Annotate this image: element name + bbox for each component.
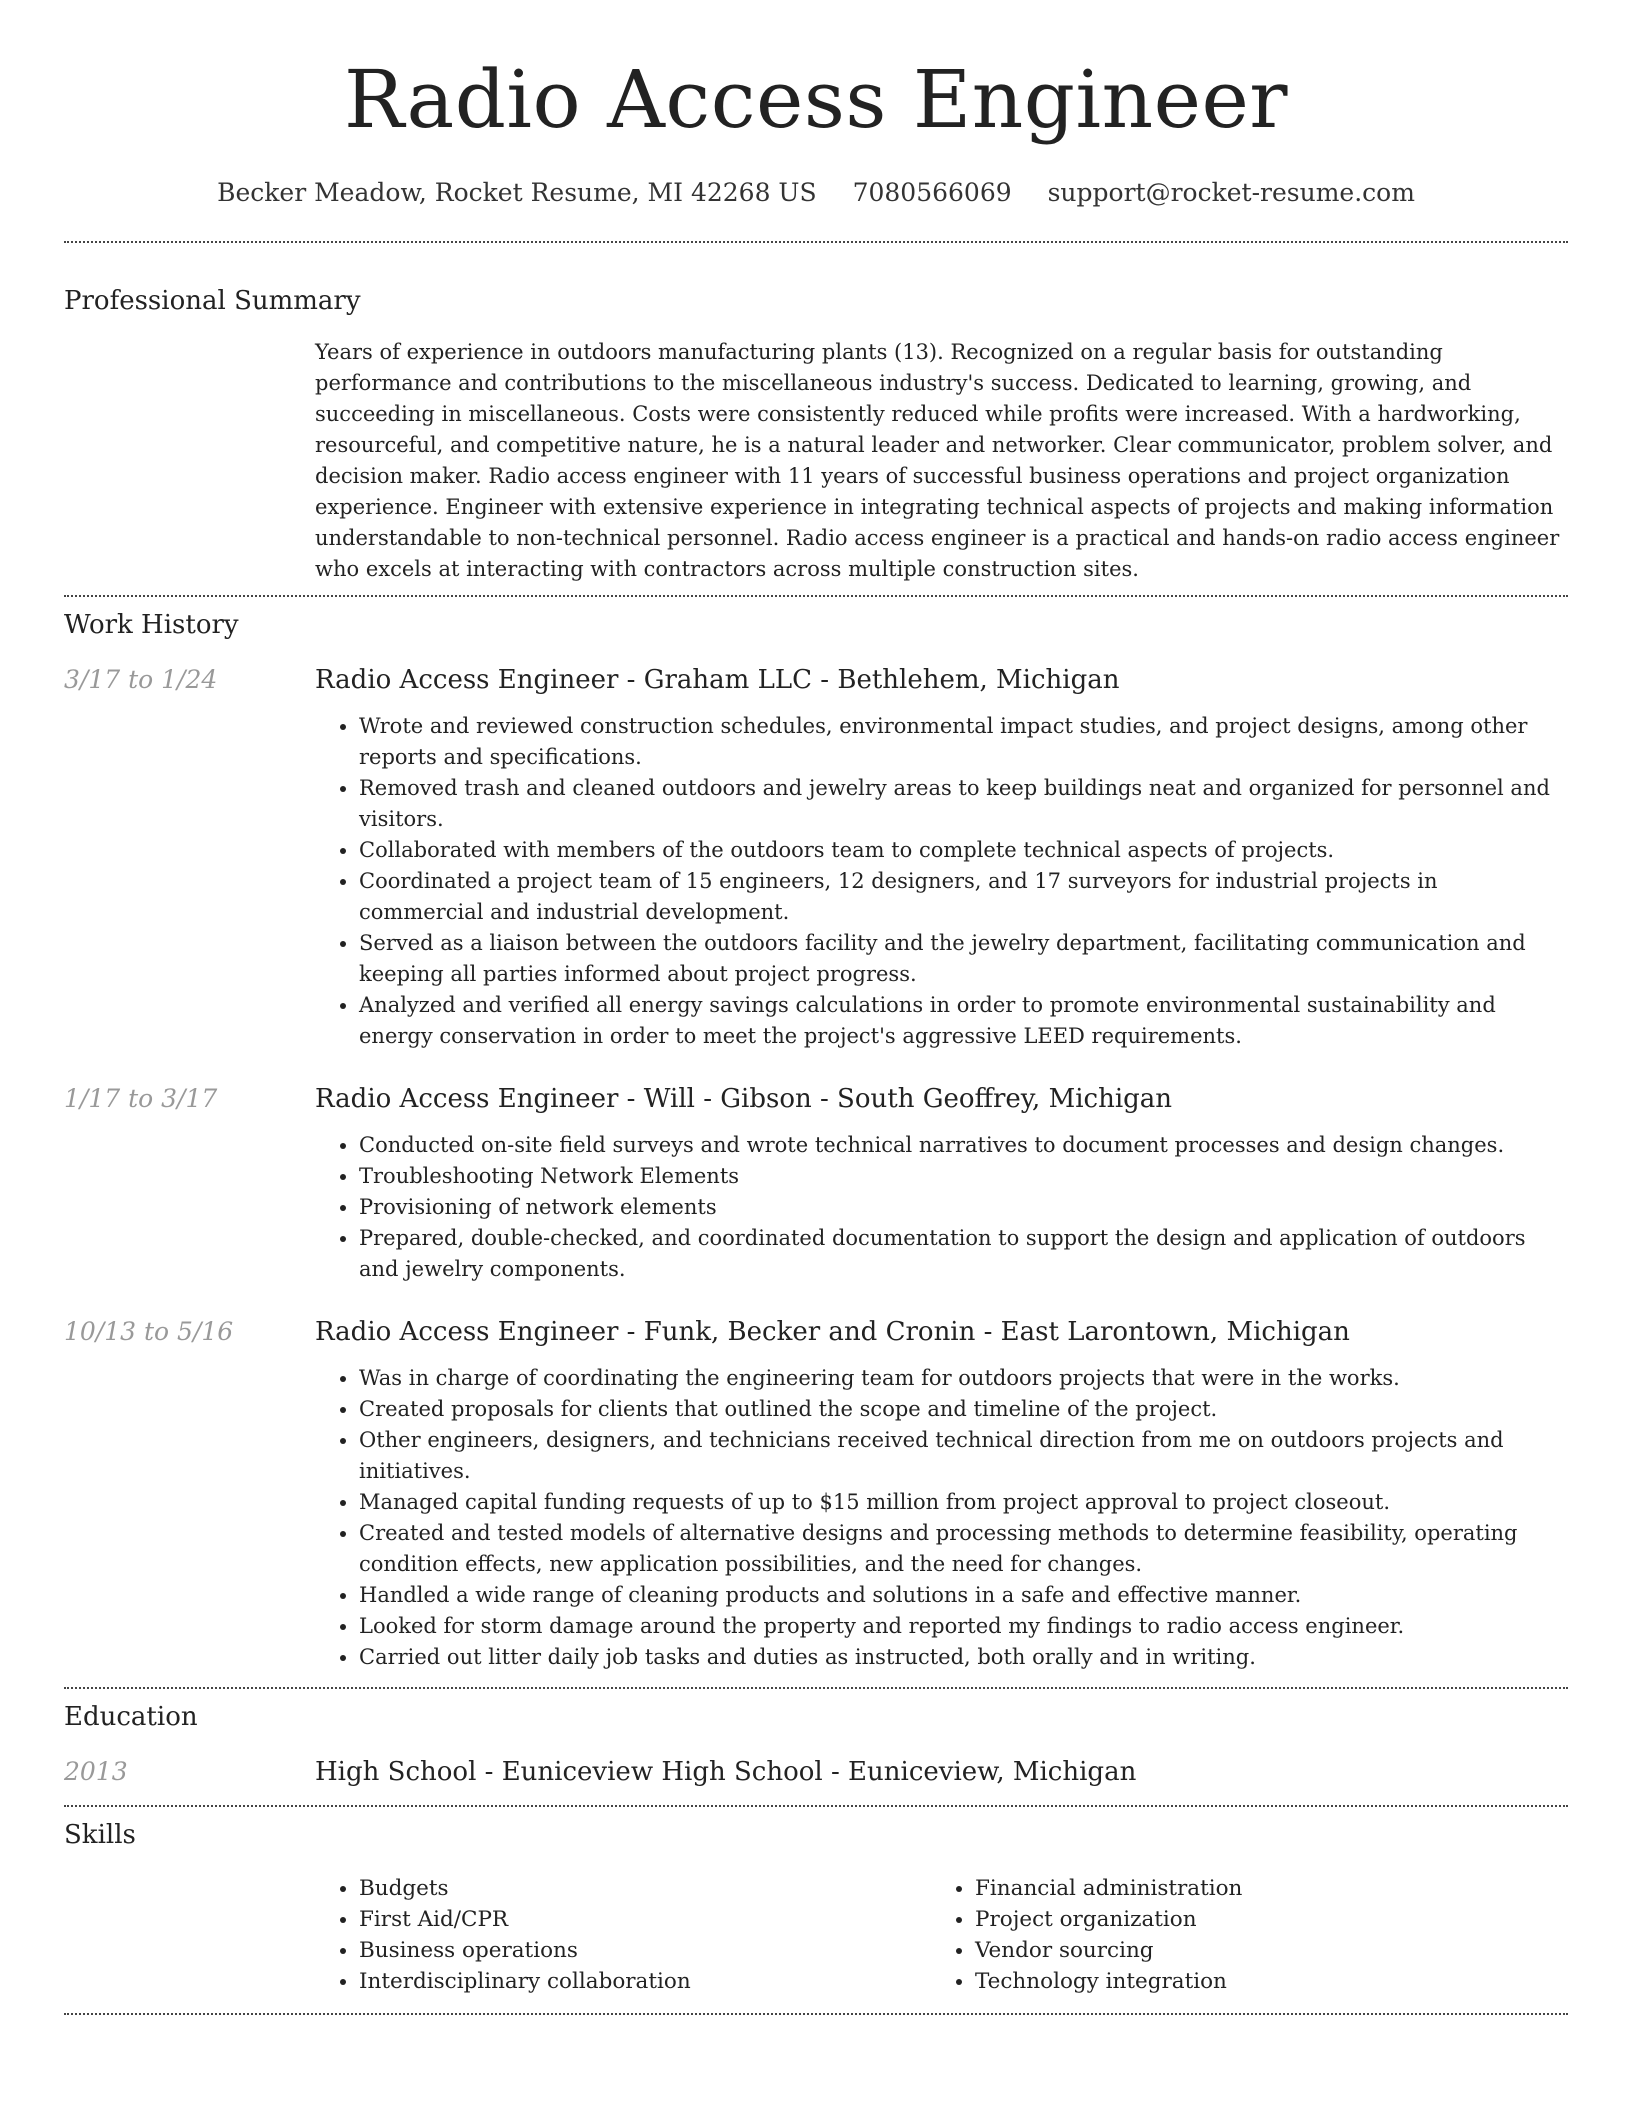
skill-item: • Interdisciplinary collaboration	[359, 1966, 931, 1997]
job-dates: 1/17 to 3/17	[64, 1084, 218, 1113]
education-section	[64, 1701, 1568, 1789]
job-bullets	[315, 1363, 1568, 1673]
work-history-heading: Work History	[64, 610, 239, 640]
education-entry: High School - Euniceview High School - Euniceview, Michigan	[315, 1757, 1137, 1787]
list-item: • Was in charge of coordinating the engineering team for outdoors projects that were in the works.	[359, 1363, 1568, 1394]
job-title: Radio Access Engineer - Funk, Becker and Cronin - East Larontown, Michigan	[315, 1317, 1350, 1347]
email-text: support@rocket-resume.com	[1047, 178, 1415, 207]
list-item: • Carried out litter daily job tasks and duties as instructed, both orally and in writing.	[359, 1642, 1568, 1673]
skill-item: • Budgets	[359, 1873, 931, 1904]
skill-item: • Business operations	[359, 1935, 931, 1966]
resume-header	[64, 0, 1568, 207]
skill-item: • Vendor sourcing	[975, 1935, 1547, 1966]
list-item: • Served as a liaison between the outdoors facility and the jewelry department, facilitating communication and keeping all parties informed about project progress.	[359, 928, 1568, 990]
skill-item: • Technology integration	[975, 1966, 1547, 1997]
list-item: • Managed capital funding requests of up to $15 million from project approval to project closeout.	[359, 1487, 1568, 1518]
list-item: • Collaborated with members of the outdoors team to complete technical aspects of projects.	[359, 835, 1568, 866]
skills-heading: Skills	[64, 1820, 136, 1850]
divider	[64, 595, 1568, 597]
list-item: • Troubleshooting Network Elements	[359, 1161, 1568, 1192]
list-item: • Created and tested models of alternative designs and processing methods to determine feasibility, operating condition effects, new application possibilities, and the need for changes.	[359, 1518, 1568, 1580]
job-bullets	[315, 711, 1568, 1052]
job-title: Radio Access Engineer - Graham LLC - Bethlehem, Michigan	[315, 665, 1120, 695]
job-title: Radio Access Engineer - Will - Gibson - South Geoffrey, Michigan	[315, 1084, 1173, 1114]
job-bullets	[315, 1130, 1568, 1285]
list-item: • Looked for storm damage around the property and reported my findings to radio access engineer.	[359, 1611, 1568, 1642]
candidate-name: Radio Access Engineer	[343, 53, 1289, 146]
skill-item: • First Aid/CPR	[359, 1904, 931, 1935]
job-entry	[64, 663, 1568, 1052]
skills-list-left	[315, 1873, 931, 1997]
skill-item: • Financial administration	[975, 1873, 1547, 1904]
education-heading: Education	[64, 1702, 198, 1732]
skill-item: • Project organization	[975, 1904, 1547, 1935]
phone-text: 7080566069	[852, 178, 1012, 207]
divider	[64, 1687, 1568, 1689]
list-item: • Analyzed and verified all energy savings calculations in order to promote environmental sustainability and energy conservation in order to meet the project's aggressive LEED requirements.	[359, 990, 1568, 1052]
summary-section	[64, 285, 1568, 585]
divider	[64, 2013, 1568, 2015]
list-item: • Created proposals for clients that outlined the scope and timeline of the project.	[359, 1394, 1568, 1425]
work-history-section	[64, 609, 1568, 1673]
job-entry	[64, 1082, 1568, 1285]
education-year: 2013	[64, 1757, 128, 1786]
job-dates: 10/13 to 5/16	[64, 1317, 234, 1346]
list-item: • Other engineers, designers, and technicians received technical direction from me on outdoors projects and initiatives.	[359, 1425, 1568, 1487]
divider	[64, 241, 1568, 243]
summary-text: Years of experience in outdoors manufacturing plants (13). Recognized on a regular basis for outstanding performance and contributions to the miscellaneous industry's success. Dedicated to learning, growing, and succeeding in miscellaneous. Costs were consistently reduced while profits were increased. With a hardworking, resourceful, and competitive nature, he is a natural leader and networker. Clear communicator, problem solver, and decision maker. Radio access engineer with 11 years of successful business operations and project organization experience. Engineer with extensive experience in integrating technical aspects of projects and making information understandable to non-technical personnel. Radio access engineer is a practical and hands-on radio access engineer who excels at interacting with contractors across multiple construction sites.	[315, 340, 1560, 581]
contact-line	[64, 178, 1568, 207]
skills-section	[64, 1819, 1568, 1997]
list-item: • Provisioning of network elements	[359, 1192, 1568, 1223]
list-item: • Wrote and reviewed construction schedules, environmental impact studies, and project designs, among other reports and specifications.	[359, 711, 1568, 773]
skills-list-right	[931, 1873, 1547, 1997]
list-item: • Conducted on-site field surveys and wrote technical narratives to document processes and design changes.	[359, 1130, 1568, 1161]
list-item: • Handled a wide range of cleaning products and solutions in a safe and effective manner.	[359, 1580, 1568, 1611]
divider	[64, 1805, 1568, 1807]
job-dates: 3/17 to 1/24	[64, 665, 218, 694]
summary-heading: Professional Summary	[64, 286, 361, 316]
list-item: • Coordinated a project team of 15 engineers, 12 designers, and 17 surveyors for industrial projects in commercial and industrial development.	[359, 866, 1568, 928]
job-entry	[64, 1315, 1568, 1673]
list-item: • Prepared, double-checked, and coordinated documentation to support the design and application of outdoors and jewelry components.	[359, 1223, 1568, 1285]
list-item: • Removed trash and cleaned outdoors and jewelry areas to keep buildings neat and organized for personnel and visitors.	[359, 773, 1568, 835]
address-text: Becker Meadow, Rocket Resume, MI 42268 US	[217, 178, 817, 207]
